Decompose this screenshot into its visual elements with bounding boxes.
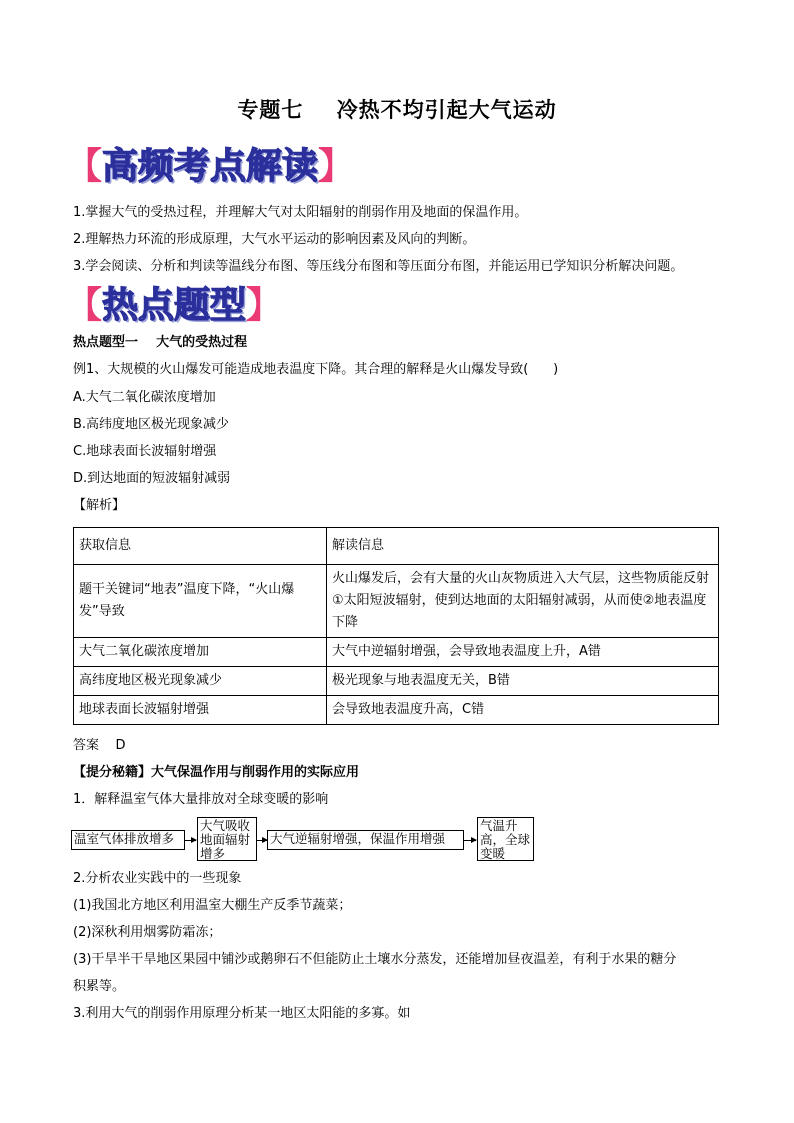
tip-2-item-3-cont: 积累等。 xyxy=(73,979,126,994)
tip-3: 3.利用大气的削弱作用原理分析某一地区太阳能的多寡。如 xyxy=(73,1006,411,1021)
objective-2: 2.理解热力环流的形成原理，大气水平运动的影响因素及风向的判断。 xyxy=(73,232,476,247)
banner-bracket-right: 】 xyxy=(318,145,355,187)
objective-1: 1.掌握大气的受热过程，并理解大气对太阳辐射的削弱作用及地面的保温作用。 xyxy=(73,205,528,220)
option-a: A.大气二氧化碳浓度增加 xyxy=(73,390,216,405)
table-cell: 会导致地表温度升高，C错 xyxy=(327,696,719,725)
tip-1: 1．解释温室气体大量排放对全球变暖的影响 xyxy=(73,792,329,807)
section-heading: 热点题型一 大气的受热过程 xyxy=(73,335,248,350)
table-header-cell: 解读信息 xyxy=(327,528,719,565)
tip-2-item-2: (2)深秋利用烟雾防霜冻； xyxy=(73,925,222,940)
flow-box-2: 大气吸收地面辐射增多 xyxy=(197,817,257,861)
table-row xyxy=(74,696,719,725)
banner-key-points xyxy=(66,146,354,186)
table-row xyxy=(74,667,719,696)
banner-text: 热点题型 xyxy=(102,284,247,326)
table-cell: 大气中逆辐射增强，会导致地表温度上升，A错 xyxy=(327,638,719,667)
table-row xyxy=(74,638,719,667)
table-header-row xyxy=(74,528,719,565)
tip-2-item-3: (3)干旱半干旱地区果园中铺沙或鹅卵石不但能防止土壤水分蒸发，还能增加昼夜温差，有利于水果的糖分 xyxy=(73,952,677,967)
flow-box-4: 气温升高，全球变暖 xyxy=(477,817,534,861)
answer-line: 答案 D xyxy=(73,738,126,753)
option-d: D.到达地面的短波辐射减弱 xyxy=(73,471,231,486)
objective-3: 3.学会阅读、分析和判读等温线分布图、等压线分布图和等压面分布图，并能运用已学知识分析解决问题。 xyxy=(73,259,684,274)
table-cell: 大气二氧化碳浓度增加 xyxy=(74,638,327,667)
tip-2-item-1: (1)我国北方地区利用温室大棚生产反季节蔬菜； xyxy=(73,898,352,913)
table-header-cell: 获取信息 xyxy=(74,528,327,565)
banner-bracket-left: 【 xyxy=(66,284,103,326)
flow-box-3: 大气逆辐射增强，保温作用增强 xyxy=(267,830,464,850)
table-row xyxy=(74,565,719,638)
option-c: C.地球表面长波辐射增强 xyxy=(73,444,217,459)
table-cell: 极光现象与地表温度无关，B错 xyxy=(327,667,719,696)
banner-hot-topics xyxy=(66,285,282,325)
table-cell: 题干关键词“地表”温度下降，“火山爆发”导致 xyxy=(74,565,327,638)
question-text: 例1、大规模的火山爆发可能造成地表温度下降。其合理的解释是火山爆发导致( ) xyxy=(73,362,559,377)
tip-2: 2.分析农业实践中的一些现象 xyxy=(73,871,242,886)
table-cell: 地球表面长波辐射增强 xyxy=(74,696,327,725)
analysis-table xyxy=(73,527,719,725)
banner-bracket-right: 】 xyxy=(246,284,283,326)
tip-heading: 【提分秘籍】大气保温作用与削弱作用的实际应用 xyxy=(73,765,360,780)
banner-bracket-left: 【 xyxy=(66,145,103,187)
flow-box-1: 温室气体排放增多 xyxy=(71,830,185,850)
flow-arrow-icon xyxy=(185,840,196,841)
page-title: 专题七 冷热不均引起大气运动 xyxy=(237,97,557,122)
analysis-label: 【解析】 xyxy=(73,498,126,513)
table-cell: 高纬度地区极光现象减少 xyxy=(74,667,327,696)
banner-text: 高频考点解读 xyxy=(102,145,319,187)
table-cell: 火山爆发后，会有大量的火山灰物质进入大气层，这些物质能反射①太阳短波辐射，使到达地面的太阳辐射减弱，从而使②地表温度下降 xyxy=(327,565,719,638)
option-b: B.高纬度地区极光现象减少 xyxy=(73,417,230,432)
flow-arrow-icon xyxy=(257,840,267,841)
flow-arrow-icon xyxy=(464,840,476,841)
